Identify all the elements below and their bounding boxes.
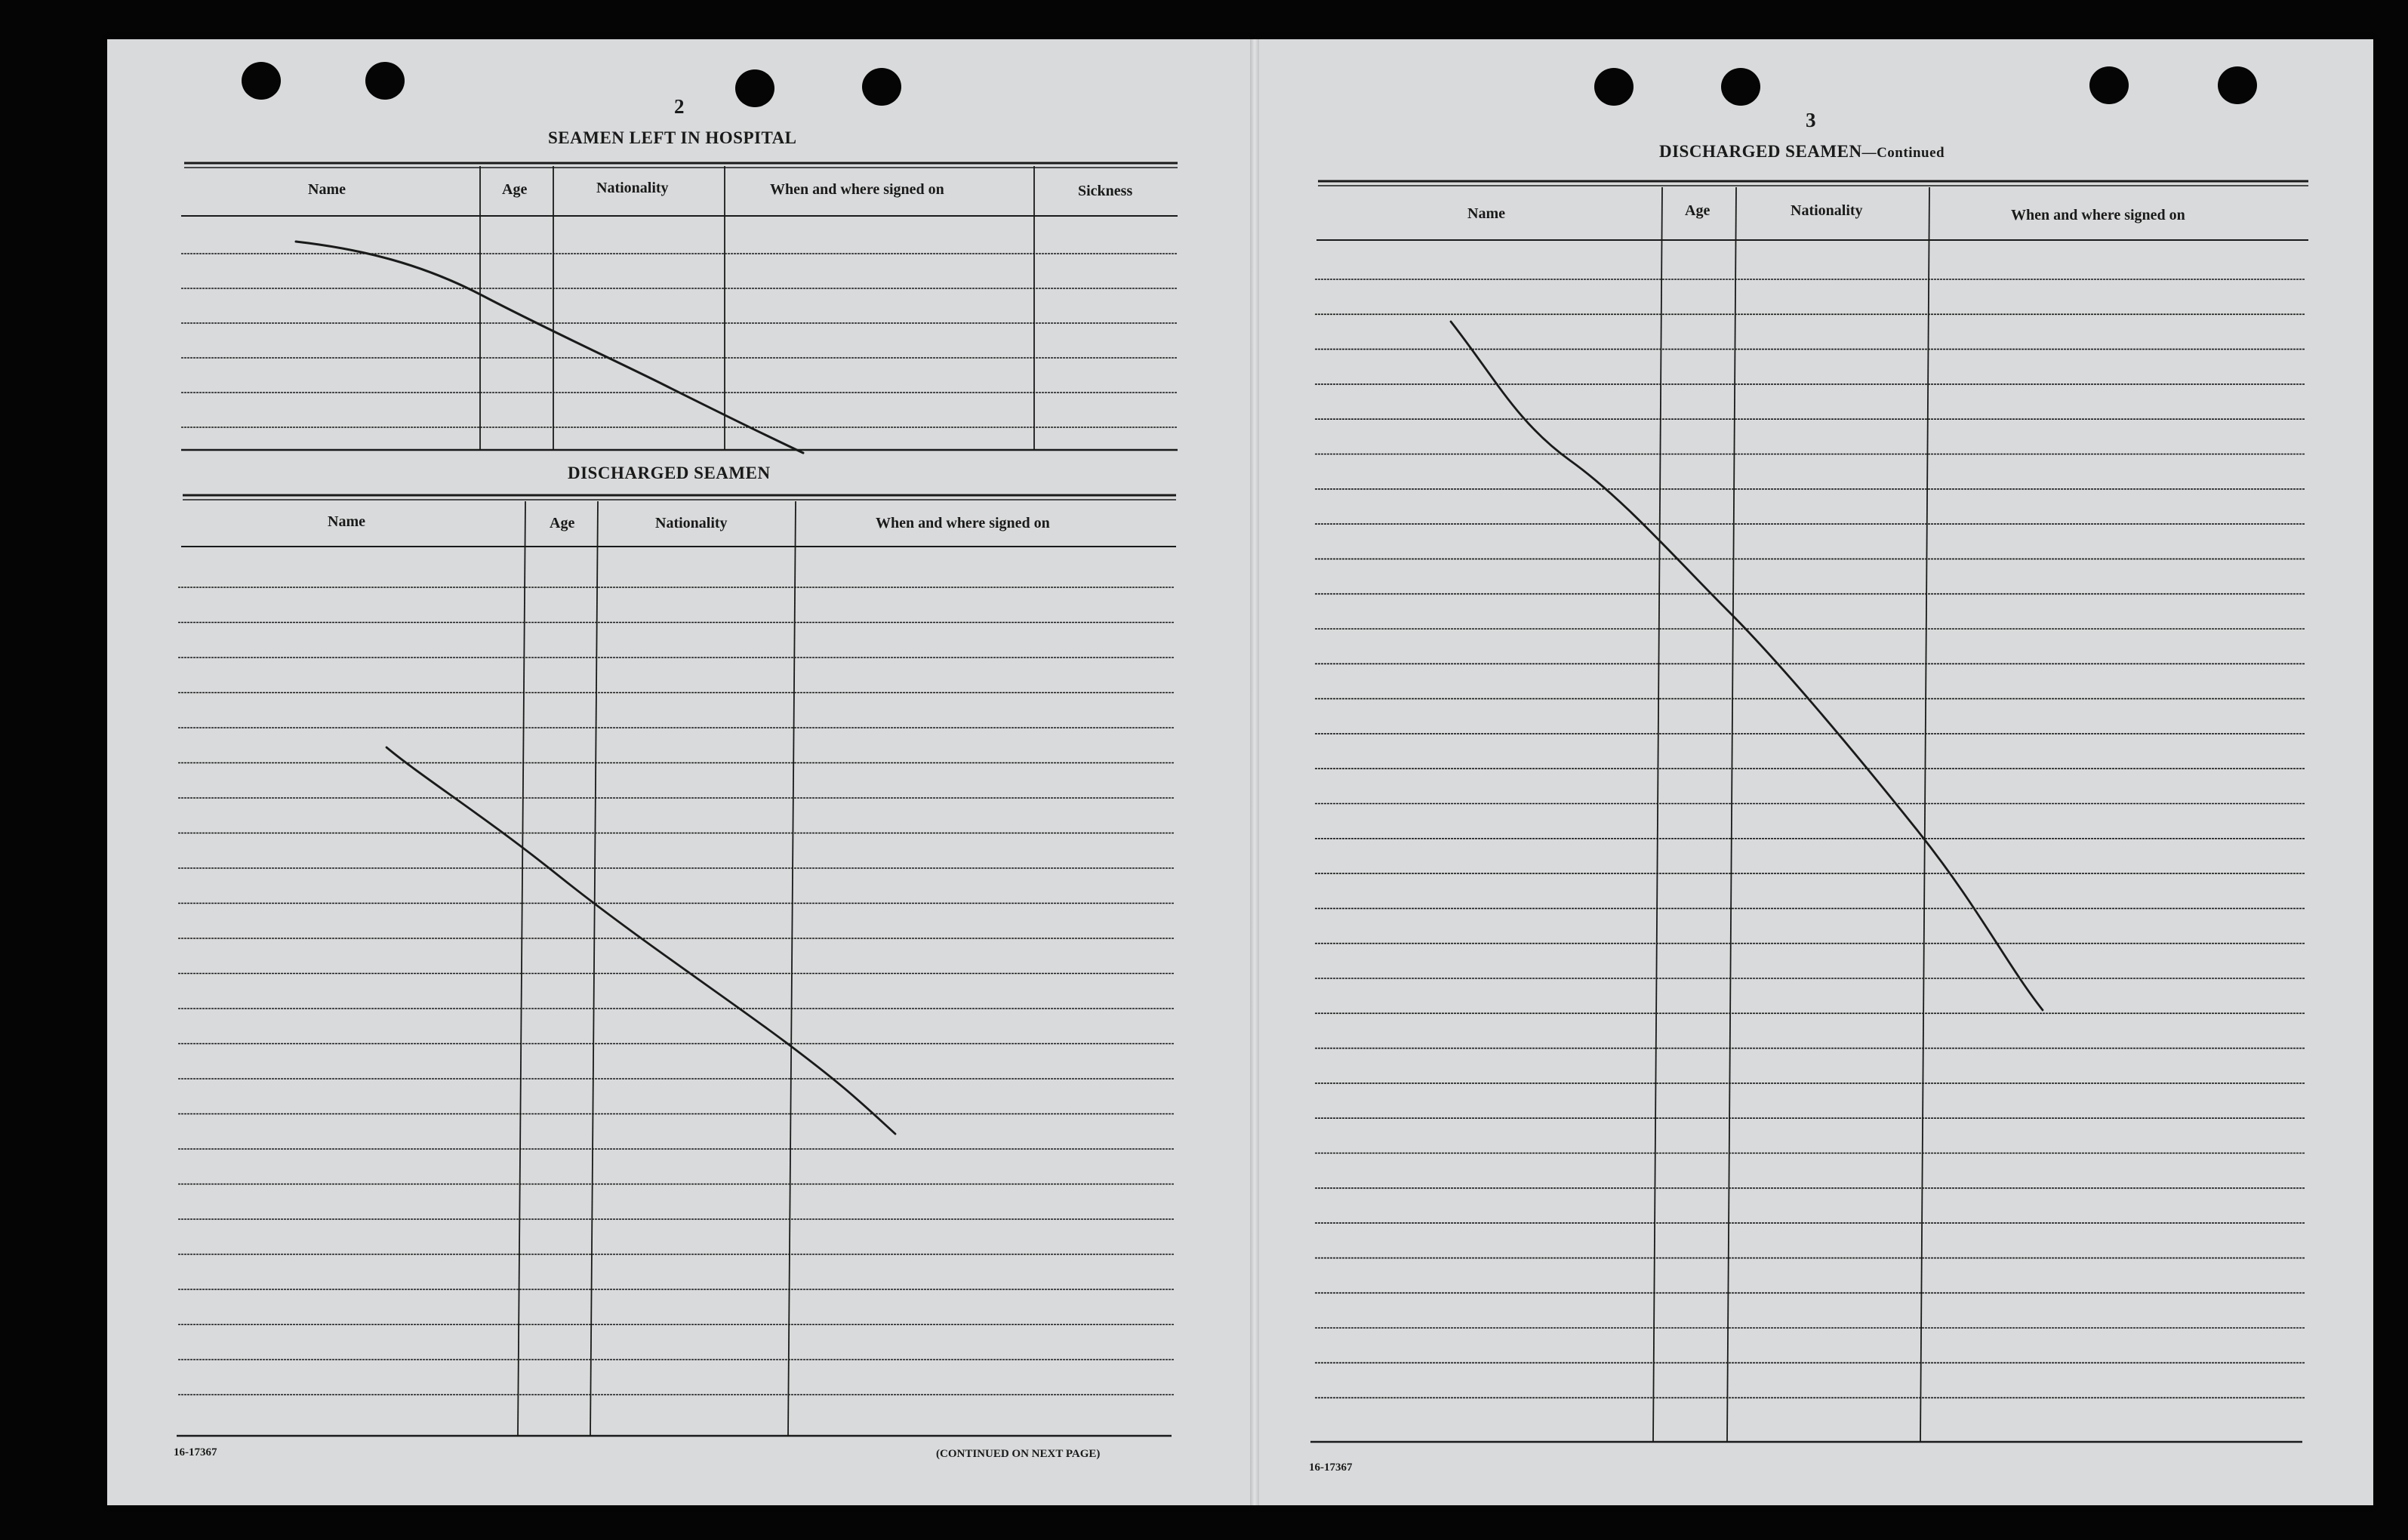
hospital-col-name: Name <box>308 181 346 198</box>
column-rule <box>1727 187 1736 1442</box>
hospital-col-nationality: Nationality <box>596 180 669 196</box>
hospital-col-age: Age <box>502 181 528 198</box>
right-col-signed-on: When and where signed on <box>2011 207 2185 223</box>
form-number: 16-17367 <box>1309 1461 1353 1474</box>
continued-note: (CONTINUED ON NEXT PAGE) <box>936 1448 1101 1460</box>
column-rule <box>590 501 598 1436</box>
discharged-col-signed-on: When and where signed on <box>876 515 1050 531</box>
page-number: 2 <box>674 95 685 118</box>
form-number: 16-17367 <box>174 1446 217 1458</box>
discharged-col-age: Age <box>550 515 575 531</box>
discharged-continued-title <box>1659 142 1945 162</box>
column-rule <box>788 501 796 1436</box>
column-rule <box>1920 187 1929 1442</box>
discharged-col-name: Name <box>328 513 365 530</box>
title-suffix: —Continued <box>1861 145 1945 161</box>
column-rule <box>1653 187 1662 1442</box>
hospital-col-signed-on: When and where signed on <box>770 181 944 198</box>
right-col-nationality: Nationality <box>1791 202 1863 219</box>
strike-line <box>1451 322 2043 1010</box>
strike-line <box>296 242 803 453</box>
column-rule <box>518 501 525 1436</box>
right-col-name: Name <box>1467 205 1505 222</box>
page-number: 3 <box>1806 109 1816 131</box>
strike-line <box>386 747 895 1134</box>
hospital-col-sickness: Sickness <box>1078 183 1133 199</box>
title-main: DISCHARGED SEAMEN <box>1659 142 1862 161</box>
discharged-col-nationality: Nationality <box>655 515 728 531</box>
right-col-age: Age <box>1685 202 1711 219</box>
hospital-section-title: SEAMEN LEFT IN HOSPITAL <box>548 128 797 147</box>
discharged-section-title: DISCHARGED SEAMEN <box>568 464 771 482</box>
